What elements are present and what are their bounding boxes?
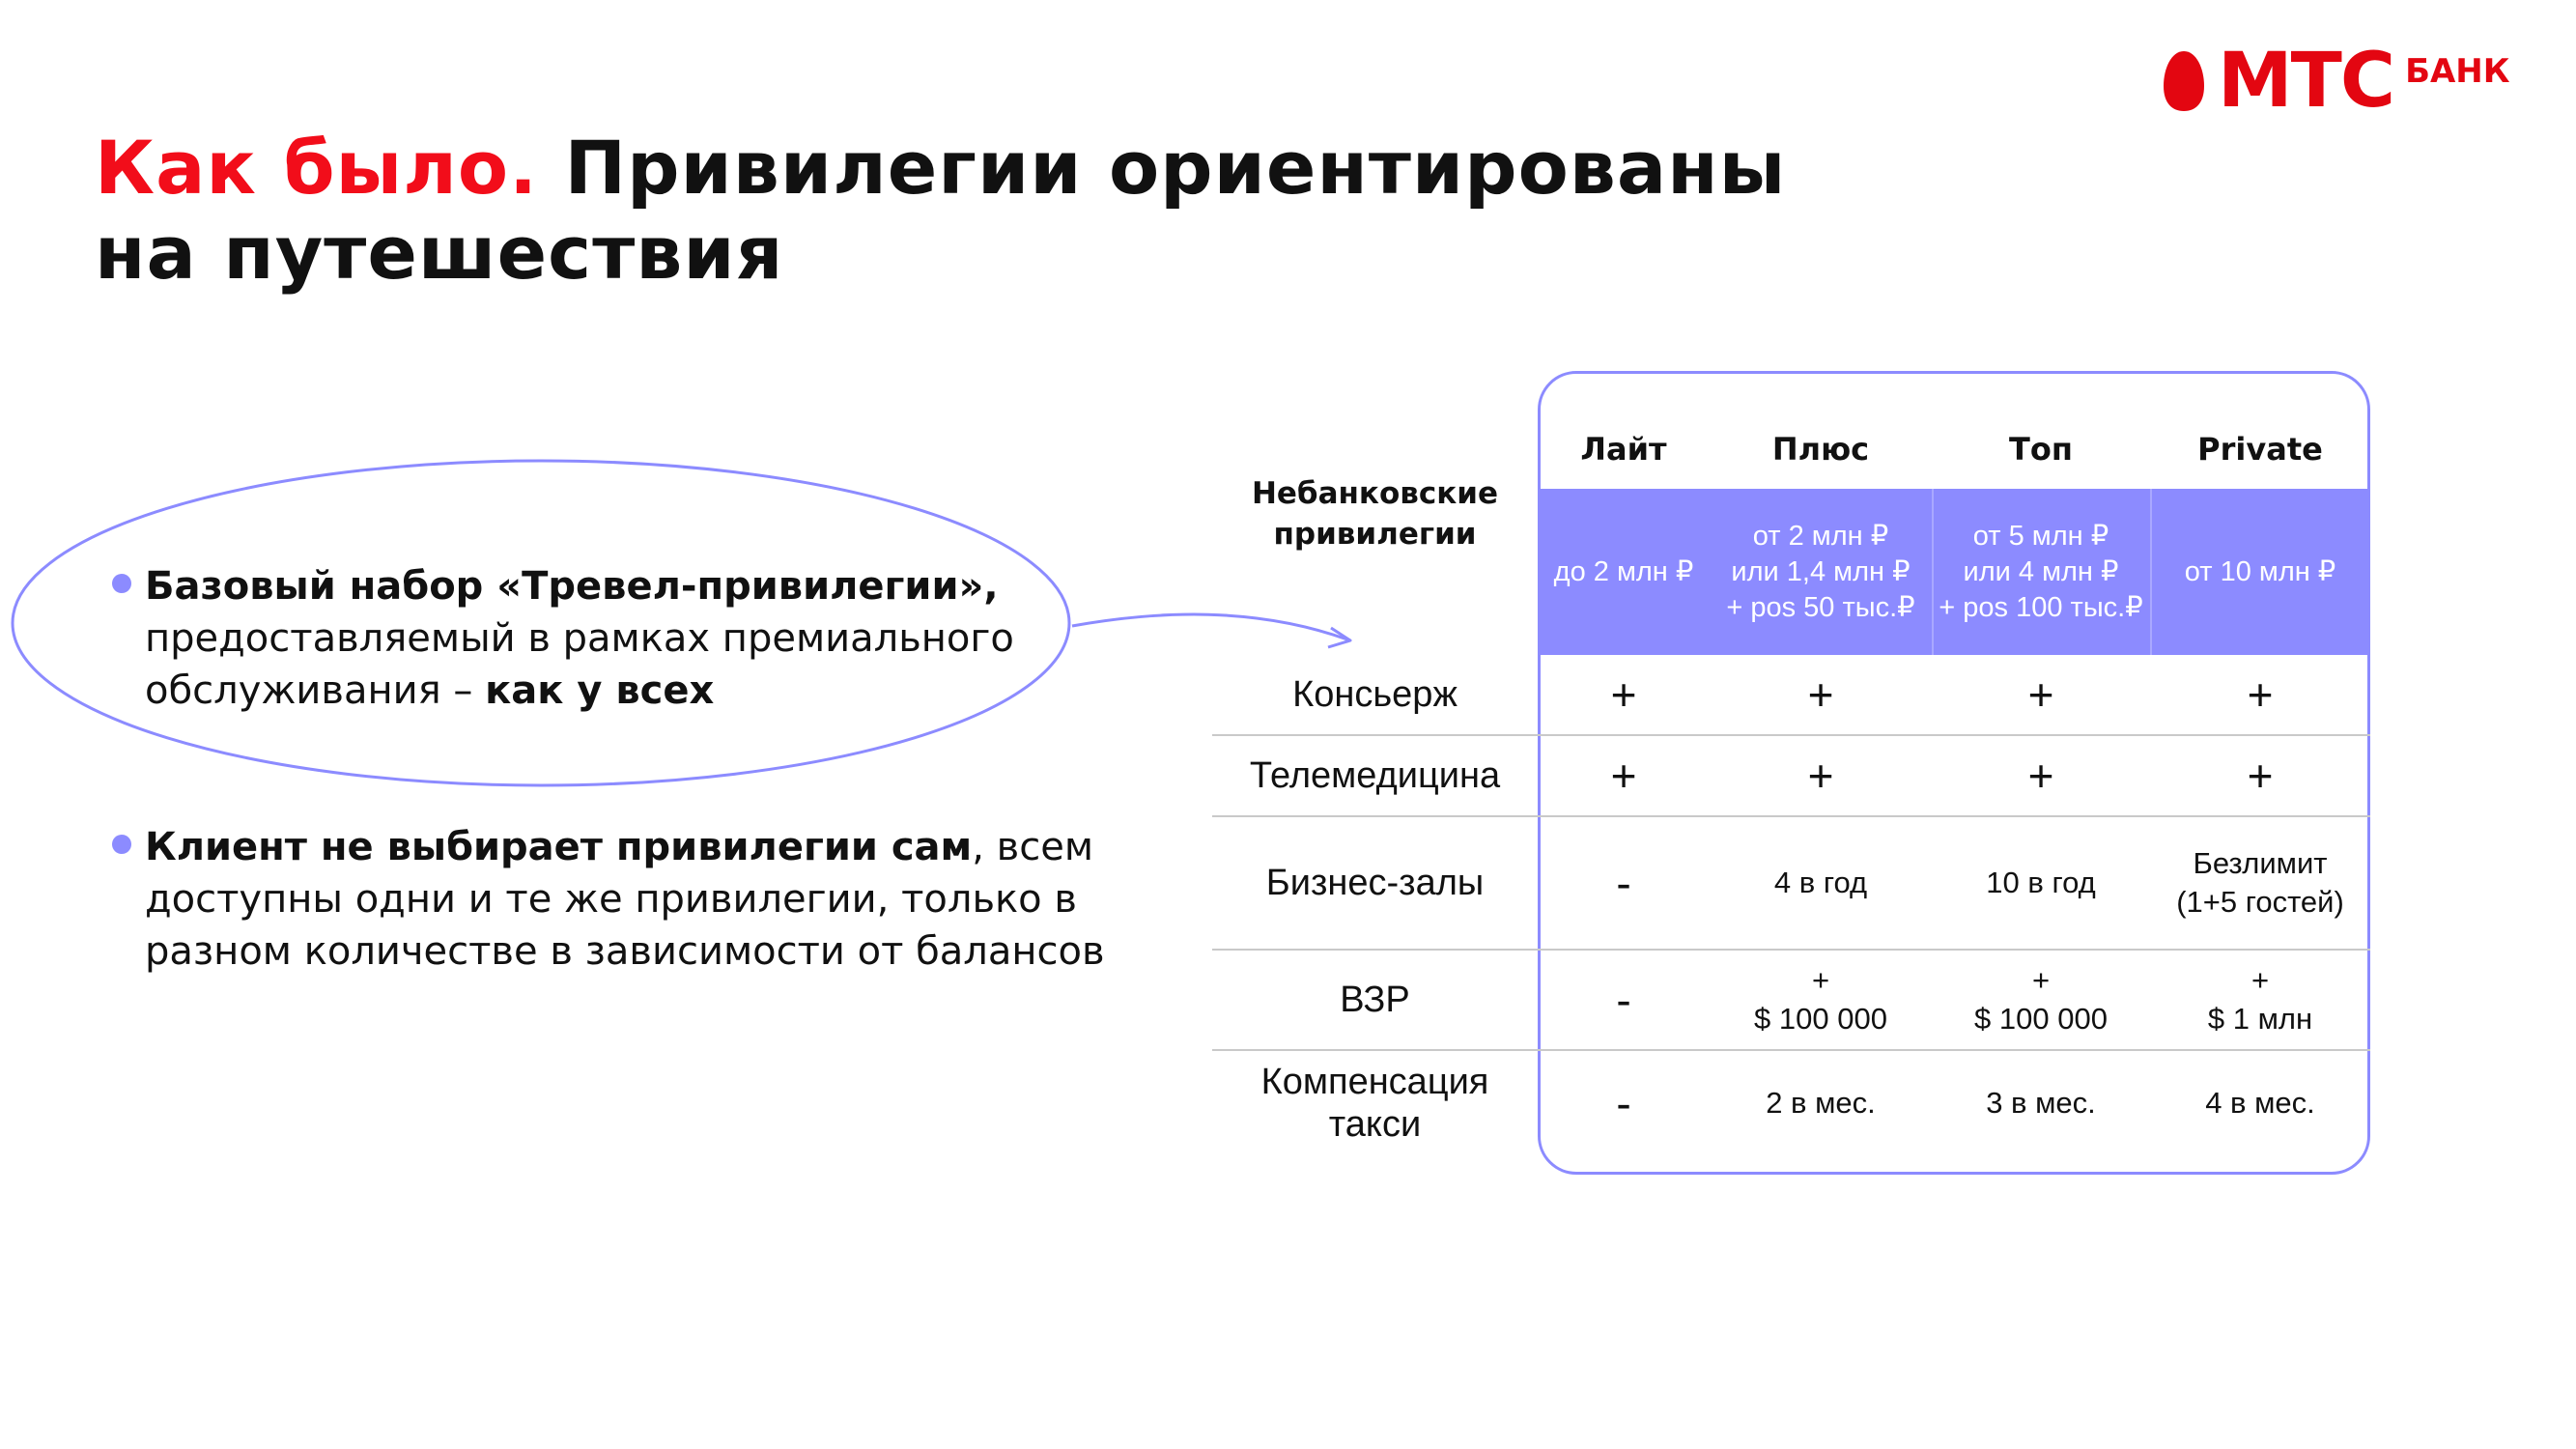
column-header: Топ [2009,431,2073,468]
table-cell: + [2247,669,2274,720]
bullet-dot [112,835,131,854]
table-row [1212,736,2370,815]
table-cell: + [1807,751,1834,801]
column-header: Лайт [1580,431,1667,468]
condition-cell: от 10 млн ₽ [2184,555,2336,587]
table-row [1212,817,2370,949]
table-cell: + [2027,751,2054,801]
bullet-1 [145,560,1062,717]
title-line2: на путешествия [95,210,784,296]
table-cell: + [2247,751,2274,801]
bullet-1-bold-end: как у всех [485,668,715,713]
page-title [95,126,2123,296]
egg-logo-icon [2162,49,2206,113]
table-cell: Безлимит (1+5 гостей) [2176,846,2344,919]
table-cell: 3 в мес. [1986,1086,2096,1120]
bullet-2 [145,821,1111,978]
title-accent: Как было. [95,125,538,211]
table-cell: 4 в год [1773,866,1868,899]
table-cell: + $ 1 млн [2207,963,2313,1036]
table-cell: + [2027,669,2054,720]
table-cell: 10 в год [1986,866,2096,899]
row-label: Бизнес-залы [1265,863,1485,903]
table-cell: - [1616,858,1631,908]
table-row [1212,1051,2370,1155]
bullet-1-bold: Базовый набор «Тревел-привилегии», [145,564,999,609]
table-row [1212,655,2370,734]
bullet-2-text: , всем доступны одни и те же привилегии, только в разном количестве в зависимости от балансов [145,825,1105,974]
bullet-2-bold: Клиент не выбирает привилегии сам [145,825,973,869]
table-cell: 2 в мес. [1766,1086,1876,1120]
row-label-header: Небанковские привилегии [1251,476,1499,552]
condition-cell: до 2 млн ₽ [1553,555,1694,587]
logo-mts-text: МТС [2218,38,2394,125]
table-cell: - [1616,1078,1631,1128]
table-cell: - [1616,975,1631,1025]
table-cell: + [1807,669,1834,720]
mts-bank-logo [2162,38,2510,125]
table-row [1212,951,2370,1049]
conditions-row [1212,476,2370,655]
column-header: Private [2197,431,2323,468]
condition-cell: от 2 млн ₽ или 1,4 млн ₽ + pos 50 тыс.₽ [1726,520,1915,623]
table-cell: + [1610,751,1637,801]
table-cell: + $ 100 000 [1754,963,1887,1036]
row-label: ВЗР [1340,980,1410,1020]
table-cell: + $ 100 000 [1974,963,2108,1036]
bullet-1-text: предоставляемый в рамках премиального обслуживания – [145,616,1014,713]
table-cell: 4 в мес. [2205,1086,2315,1120]
column-header: Плюс [1771,431,1870,468]
row-label: Консьерж [1292,674,1458,715]
condition-cell: от 5 млн ₽ или 4 млн ₽ + pos 100 тыс.₽ [1939,520,2143,623]
bullet-dot [112,574,131,593]
title-rest: Привилегии ориентированы [564,125,1787,211]
row-label: Телемедицина [1249,755,1501,796]
row-label: Компенсация такси [1260,1062,1489,1145]
logo-bank-text: БАНК [2405,52,2510,91]
table-cell: + [1610,669,1637,720]
